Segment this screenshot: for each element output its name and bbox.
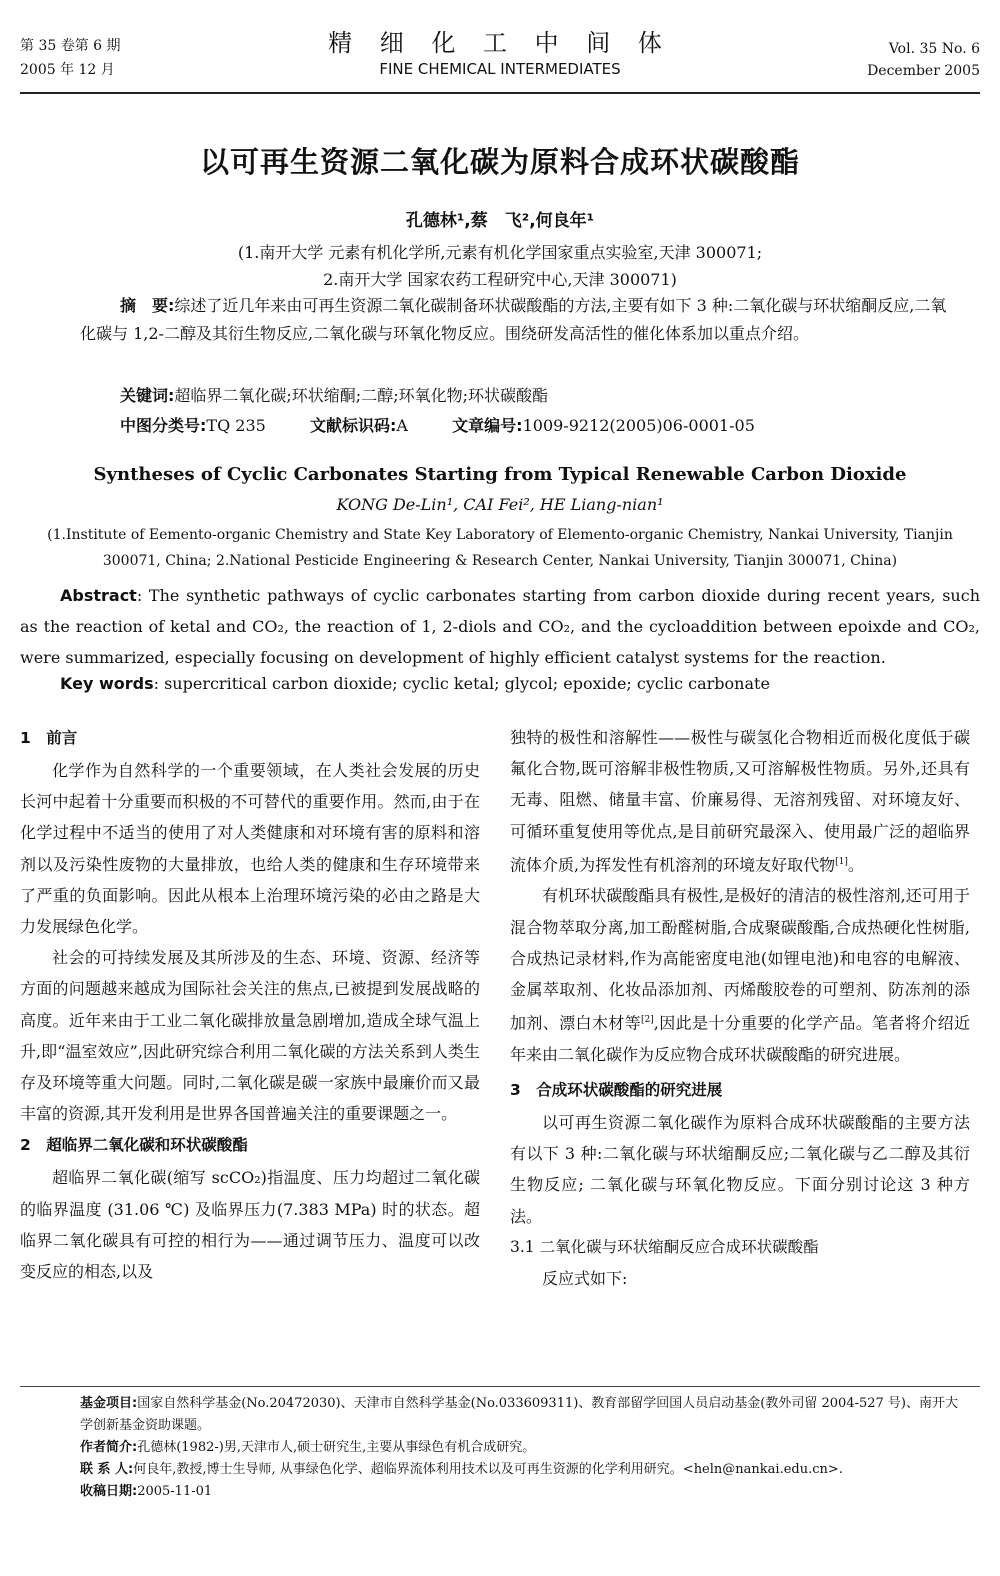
funding-note: [80, 1393, 970, 1437]
section-1-heading: 1 前言: [20, 729, 78, 747]
contact-text: 何良年,教授,博士生导师, 从事绿色化学、超临界流体利用技术以及可再生资源的化学利用研究。<heln@nankai.edu.cn>.: [133, 1462, 843, 1477]
footnotes: [80, 1393, 970, 1503]
affiliation-cn-2: 2.南开大学 国家农药工程研究中心,天津 300071): [323, 270, 677, 289]
abstract-cn-text: 综述了近几年来由可再生资源二氧化碳制备环状碳酸酯的方法,主要有如下 3 种:二氧化碳与环状缩酮反应,二氧化碳与 1,2-二醇及其衍生物反应,二氧化碳与环氧化物反应。围绕研发高活性的催化体系加以重点介绍。: [80, 296, 947, 343]
continued-text: 独特的极性和溶解性——极性与碳氢化合物相近而极化度低于碳氟化合物,既可溶解非极性物质,又可溶解极性物质。另外,还具有无毒、阻燃、储量丰富、价廉易得、无溶剂残留、对环境友好、可循环重复使用等优点,是目前研究最深入、使用最广泛的超临界流体介质,为挥发性有机溶剂的环境友好取代物: [510, 728, 970, 875]
authors-en: KONG De-Lin¹, CAI Fei², HE Liang-nian¹: [336, 495, 664, 514]
abstract-en-text: : The synthetic pathways of cyclic carbonates starting from carbon dioxide during recent years, such as the reaction of ketal and CO₂, the reaction of 1, 2-diols and CO₂, and the cycloaddition between epoixde and CO₂, were summarized, especially focusing on development of highly efficient catalyst systems for the reaction.: [20, 586, 980, 667]
section-2-paragraph-2: [510, 880, 970, 1070]
keywords-en: [60, 674, 770, 693]
affiliation-cn-1: (1.南开大学 元素有机化学所,元素有机化学国家重点实验室,天津 300071;: [237, 243, 763, 262]
body-column-left: [20, 722, 480, 1287]
journal-name-en: FINE CHEMICAL INTERMEDIATES: [379, 60, 621, 78]
received-label: 收稿日期:: [80, 1484, 138, 1499]
abstract-en: [20, 580, 980, 673]
contact-note: [80, 1459, 970, 1481]
section-2-paragraph-1: 超临界二氧化碳(缩写 scCO₂)指温度、压力均超过二氧化碳的临界温度 (31.06 ℃) 及临界压力(7.383 MPa) 时的状态。超临界二氧化碳具有可控的相行为——通过调节压力、温度可以改变反应的相态,以及: [20, 1168, 480, 1282]
section-1-paragraph-1: 化学作为自然科学的一个重要领域，在人类社会发展的历史长河中起着十分重要而积极的不可替代的重要作用。然而,由于在化学过程中不适当的使用了对人类健康和对环境有害的原料和溶剂以及污染性废物的大量排放，也给人类的健康和生存环境带来了严重的负面影响。因此从根本上治理环境污染的必由之路是大力发展绿色化学。: [20, 761, 480, 937]
classification-line: [120, 413, 755, 436]
authors-cn: 孔德林¹,蔡 飞²,何良年¹: [405, 211, 595, 231]
received-date: 2005-11-01: [137, 1484, 213, 1499]
keywords-cn-label: 关键词:: [120, 386, 175, 405]
section-3-heading: 3 合成环状碳酸酯的研究进展: [510, 1080, 723, 1099]
continued-text-end: 。: [847, 855, 864, 875]
paragraph-text-end: ,因此是十分重要的化学产品。笔者将介绍近年来由二氧化碳作为反应物合成环状碳酸酯的研究进展。: [510, 1013, 970, 1064]
author-note-text: 孔德林(1982-)男,天津市人,硕士研究生,主要从事绿色有机合成研究。: [137, 1440, 536, 1455]
citation-1: [1]: [835, 856, 848, 867]
body-column-right: [510, 722, 970, 1294]
header-center: [20, 28, 980, 80]
contact-label: 联 系 人:: [80, 1462, 134, 1477]
article-label: 文章编号:: [452, 416, 523, 435]
paragraph-text: 有机环状碳酸酯具有极性,是极好的清洁的极性溶剂,还可用于混合物萃取分离,加工酚醛树脂,合成聚碳酸酯,合成热硬化性树脂,合成热记录材料,作为高能密度电池(如锂电池)和电容的电解液、金属萃取剂、化妆品添加剂、丙烯酸胶卷的可塑剂、防冻剂的添加剂、漂白木材等: [510, 886, 970, 1033]
section-2-paragraph-1-cont: [510, 722, 970, 880]
section-3-paragraph-1: 以可再生资源二氧化碳作为原料合成环状碳酸酯的主要方法有以下 3 种:二氧化碳与环状缩酮反应;二氧化碳与乙二醇及其衍生物反应; 二氧化碳与环氧化物反应。下面分别讨论这 3 种方法。: [510, 1112, 970, 1226]
author-note-label: 作者简介:: [80, 1440, 138, 1455]
affiliation-en-2: 300071, China; 2.National Pesticide Engineering & Research Center, Nankai University, Tianjin 300071, China): [102, 553, 898, 569]
page-header: [20, 28, 980, 88]
funding-text: 国家自然科学基金(No.20472030)、天津市自然科学基金(No.033609311)、教育部留学回国人员启动基金(教外司留 2004-527 号)、南开大学创新基金资助课题。: [80, 1396, 959, 1433]
received-note: [80, 1481, 970, 1503]
section-3-1-paragraph-1: 反应式如下:: [542, 1268, 628, 1288]
citation-2: [2]: [641, 1015, 654, 1026]
header-right: [867, 38, 980, 82]
doc-value: A: [396, 416, 408, 435]
section-2-heading: 2 超临界二氧化碳和环状碳酸酯: [20, 1136, 248, 1155]
funding-label: 基金项目:: [80, 1396, 138, 1411]
section-3-1-heading: 3.1 二氧化碳与环状缩酮反应合成环状碳酸酯: [510, 1237, 819, 1256]
paper-title-cn: 以可再生资源二氧化碳为原料合成环状碳酸酯: [199, 145, 800, 179]
date-en: December 2005: [867, 63, 980, 79]
doc-label: 文献标识码:: [310, 416, 397, 435]
date-cn: 2005 年 12 月: [20, 62, 115, 78]
header-rule: [20, 92, 980, 94]
volume-cn: 第 35 卷第 6 期: [20, 38, 121, 54]
abstract-cn-label: 摘 要:: [120, 296, 175, 315]
keywords-cn: [120, 383, 548, 406]
article-value: 1009-9212(2005)06-0001-05: [522, 416, 755, 435]
section-1-paragraph-2: 社会的可持续发展及其所涉及的生态、环境、资源、经济等方面的问题越来越成为国际社会关注的焦点,已被提到发展战略的高度。近年来由于工业二氧化碳排放量急剧增加,造成全球气温上升,即“温室效应”,因此研究综合利用二氧化碳的方法关系到人类生存及环境等重大问题。同时,二氧化碳是碳一家族中最廉价而又最丰富的资源,其开发利用是世界各国普遍关注的重要课题之一。: [20, 948, 480, 1124]
clc-label: 中图分类号:: [120, 416, 207, 435]
author-note: [80, 1437, 970, 1459]
keywords-en-label: Key words: [60, 674, 154, 693]
paper-title-en: Syntheses of Cyclic Carbonates Starting from Typical Renewable Carbon Dioxide: [93, 464, 907, 485]
footnote-rule: [20, 1386, 980, 1387]
journal-name-cn: 精 细 化 工 中 间 体: [328, 29, 672, 57]
keywords-cn-text: 超临界二氧化碳;环状缩酮;二醇;环氧化物;环状碳酸酯: [174, 386, 548, 405]
volume-en: Vol. 35 No. 6: [888, 41, 980, 57]
abstract-en-label: Abstract: [60, 586, 137, 605]
clc-value: TQ 235: [206, 416, 266, 435]
abstract-cn: [80, 292, 960, 348]
keywords-en-text: : supercritical carbon dioxide; cyclic ketal; glycol; epoxide; cyclic carbonate: [153, 674, 770, 693]
affiliation-en-1: (1.Institute of Eemento-organic Chemistry and State Key Laboratory of Elemento-organic Chemistry, Nankai University, Tianjin: [47, 527, 953, 543]
